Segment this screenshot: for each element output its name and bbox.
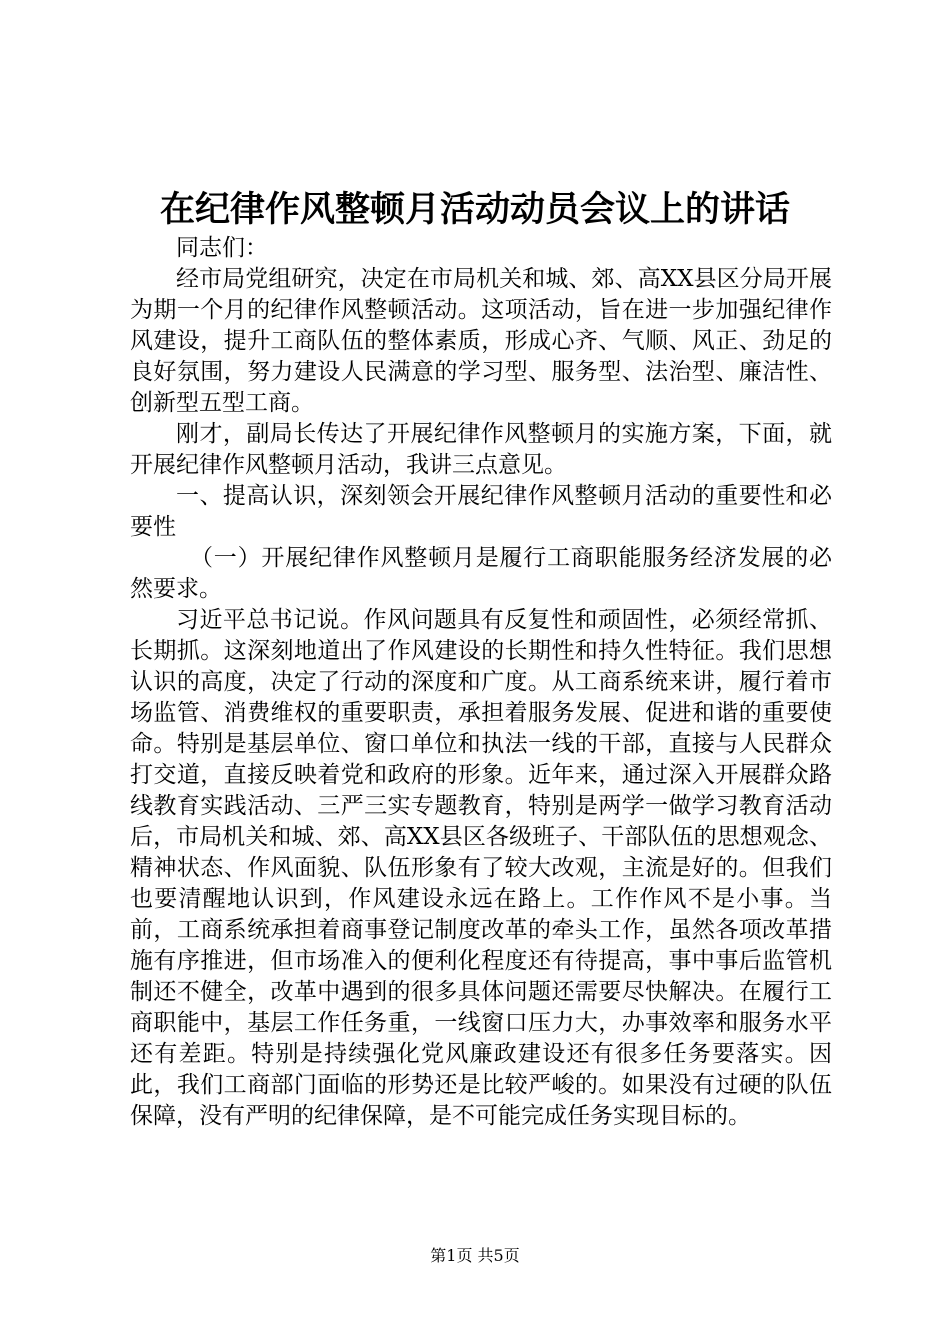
section-heading-1: 一、提高认识，深刻领会开展纪律作风整顿月活动的重要性和必要性 bbox=[130, 483, 832, 540]
subsection-heading-1: （一）开展纪律作风整顿月是履行工商职能服务经济发展的必然要求。 bbox=[130, 545, 832, 602]
document-body bbox=[130, 233, 832, 1132]
paragraph-transition: 刚才，副局长传达了开展纪律作风整顿月的实施方案，下面，就开展纪律作风整顿月活动，我讲三点意见。 bbox=[130, 421, 832, 478]
page-footer: 第1页 共5页 bbox=[430, 1246, 520, 1265]
paragraph-intro: 经市局党组研究，决定在市局机关和城、郊、高XX县区分局开展为期一个月的纪律作风整顿活动。这项活动，旨在进一步加强纪律作风建设，提升工商队伍的整体素质，形成心齐、气顺、风正、劲足的良好氛围，努力建设人民满意的学习型、服务型、法治型、廉洁性、创新型五型工商。 bbox=[130, 266, 832, 416]
document-title: 在纪律作风整顿月活动动员会议上的讲话 bbox=[159, 189, 790, 230]
salutation: 同志们： bbox=[176, 235, 268, 261]
paragraph-body: 习近平总书记说。作风问题具有反复性和顽固性，必须经常抓、长期抓。这深刻地道出了作风建设的长期性和持久性特征。我们思想认识的高度，决定了行动的深度和广度。从工商系统来讲，履行着市场监管、消费维权的重要职责，承担着服务发展、促进和谐的重要使命。特别是基层单位、窗口单位和执法一线的干部，直接与人民群众打交道，直接反映着党和政府的形象。近年来，通过深入开展群众路线教育实践活动、三严三实专题教育，特别是两学一做学习教育活动后，市局机关和城、郊、高XX县区各级班子、干部队伍的思想观念、精神状态、作风面貌、队伍形象有了较大改观，主流是好的。但我们也要清醒地认识到，作风建设永远在路上。工作作风不是小事。当前，工商系统承担着商事登记制度改革的牵头工作，虽然各项改革措施有序推进，但市场准入的便利化程度还有待提高，事中事后监管机制还不健全，改革中遇到的很多具体问题还需要尽快解决。在履行工商职能中，基层工作任务重，一线窗口压力大，办事效率和服务水平还有差距。特别是持续强化党风廉政建设还有很多任务要落实。因此，我们工商部门面临的形势还是比较严峻的。如果没有过硬的队伍保障，没有严明的纪律保障，是不可能完成任务实现目标的。 bbox=[130, 607, 832, 1129]
